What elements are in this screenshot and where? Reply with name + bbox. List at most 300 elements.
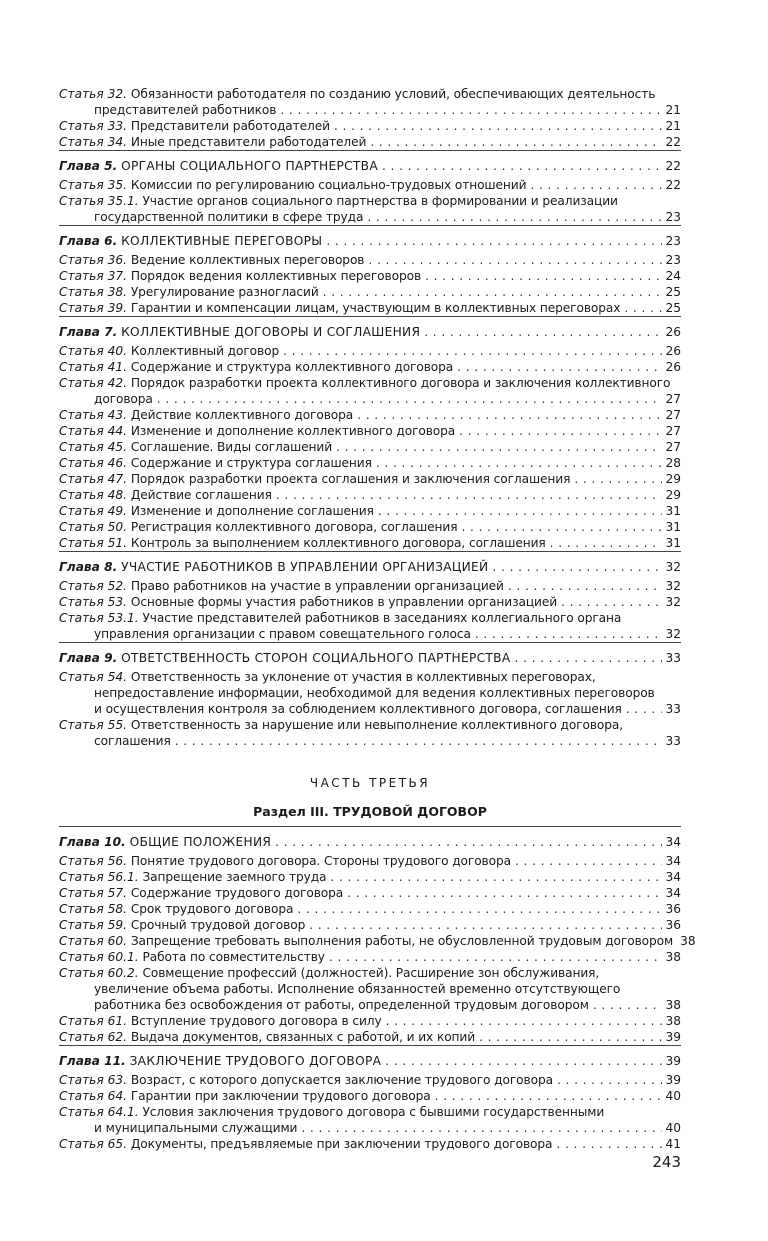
toc-entry-line [59, 177, 681, 193]
dot-leader [624, 300, 662, 316]
dot-leader [508, 578, 663, 594]
dot-leader [326, 233, 662, 249]
toc-page-ref: 31 [665, 520, 681, 534]
dot-leader [574, 471, 662, 487]
article-title: соглашения [94, 734, 171, 748]
article-number: Статья 57. [59, 886, 127, 900]
part-title: ЧАСТЬ ТРЕТЬЯ [309, 776, 431, 790]
toc-article-entry [59, 885, 681, 901]
article-title: Выдача документов, связанных с работой, и их копий [130, 1030, 476, 1044]
chapter-separator-line [59, 316, 681, 317]
article-title: Работа по совместительству [142, 950, 325, 964]
toc-entry-line [59, 1136, 681, 1152]
article-number: Статья 55. [59, 718, 127, 732]
dot-leader [561, 594, 662, 610]
article-title: Регистрация коллективного договора, соглашения [130, 520, 458, 534]
dot-leader [367, 209, 662, 225]
article-number: Статья 61. [59, 1014, 127, 1028]
article-title: Гарантии при заключении трудового договора [130, 1089, 431, 1103]
chapter-title: УЧАСТИЕ РАБОТНИКОВ В УПРАВЛЕНИИ ОРГАНИЗАЦИЕЙ [121, 560, 489, 574]
chapter-separator-line [59, 150, 681, 151]
dot-leader [385, 1053, 662, 1069]
article-number: Статья 64. [59, 1089, 127, 1103]
article-title: Совмещение профессий (должностей). Расширение зон обслуживания, [142, 966, 600, 980]
toc-article-entry [59, 1072, 681, 1088]
toc-entry-line [59, 1120, 681, 1136]
article-title: Изменение и дополнение коллективного договора [130, 424, 456, 438]
toc-entry-line [59, 949, 681, 965]
article-title: Урегулирование разногласий [130, 285, 319, 299]
toc-entry-line [59, 1053, 681, 1069]
toc-chapter-entry [59, 559, 681, 575]
dot-leader [514, 650, 662, 666]
toc-page-ref: 40 [665, 1121, 681, 1135]
toc-chapter-entry [59, 1053, 681, 1069]
toc-page-ref: 27 [665, 408, 681, 422]
toc-article-entry [59, 300, 681, 316]
article-number: Статья 53.1. [59, 611, 139, 625]
toc-article-entry [59, 284, 681, 300]
toc-page-ref: 24 [665, 269, 681, 283]
toc-page-ref: 26 [665, 325, 681, 339]
article-number: Статья 64.1. [59, 1105, 139, 1119]
chapter-title: ЗАКЛЮЧЕНИЕ ТРУДОВОГО ДОГОВОРА [129, 1054, 382, 1068]
toc-entry-line [59, 1029, 681, 1045]
article-number: Статья 56. [59, 854, 127, 868]
toc-entry-line [59, 343, 681, 359]
toc-entry-line [59, 158, 681, 174]
article-title: государственной политики в сфере труда [94, 210, 364, 224]
article-title: Возраст, с которого допускается заключение трудового договора [130, 1073, 553, 1087]
dot-leader [457, 359, 662, 375]
toc-entry-line [59, 439, 681, 455]
toc-article-entry [59, 949, 681, 965]
article-title: непредоставление информации, необходимой для ведения коллективных переговоров [94, 686, 655, 700]
toc-article-entry [59, 594, 681, 610]
toc-entry-line [59, 423, 681, 439]
article-title: Ответственность за нарушение или невыполнение коллективного договора, [130, 718, 624, 732]
toc-entry-line [59, 134, 681, 150]
article-title: Участие органов социального партнерства в формировании и реализации [142, 194, 618, 208]
toc-entry-line [59, 118, 681, 134]
article-number: Статья 35.1. [59, 194, 139, 208]
toc-page-ref: 23 [665, 234, 681, 248]
dot-leader [334, 118, 663, 134]
article-title: Действие коллективного договора [130, 408, 354, 422]
toc-article-entry [59, 901, 681, 917]
toc-page-ref: 34 [665, 854, 681, 868]
dot-leader [301, 1120, 662, 1136]
toc-entry-line [59, 669, 681, 685]
toc-entry-line [59, 193, 681, 209]
toc-article-entry [59, 535, 681, 551]
toc-article-entry [59, 610, 681, 642]
toc-entry-line [59, 102, 681, 118]
toc-page-ref: 36 [665, 918, 681, 932]
article-title: Ответственность за уклонение от участия в коллективных переговорах, [130, 670, 596, 684]
chapter-number: Глава 7. [59, 325, 118, 339]
dot-leader [475, 626, 663, 642]
article-number: Статья 44. [59, 424, 127, 438]
article-title: Изменение и дополнение соглашения [130, 504, 374, 518]
chapter-separator-line [59, 642, 681, 643]
toc-article-entry [59, 1088, 681, 1104]
article-title: Действие соглашения [130, 488, 272, 502]
toc-entry-line [59, 933, 696, 949]
toc-page-ref: 28 [665, 456, 681, 470]
toc-entry-line [59, 578, 681, 594]
article-number: Статья 65. [59, 1137, 127, 1151]
article-number: Статья 47. [59, 472, 127, 486]
toc-article-entry [59, 519, 681, 535]
toc-page-ref: 38 [665, 1014, 681, 1028]
toc-page-ref: 26 [665, 344, 681, 358]
toc-entry-line [59, 701, 681, 717]
toc-entry-line [59, 610, 681, 626]
toc-article-entry [59, 359, 681, 375]
toc-article-entry [59, 1136, 681, 1152]
article-title: увеличение объема работы. Исполнение обязанностей временно отсутствующего [94, 982, 621, 996]
toc-page-ref: 27 [665, 392, 681, 406]
toc-page-ref: 32 [665, 627, 681, 641]
dot-leader [336, 439, 662, 455]
dot-leader [368, 252, 662, 268]
toc-article-entry [59, 193, 681, 225]
toc-page-ref: 38 [665, 998, 681, 1012]
dot-leader [479, 1029, 662, 1045]
chapter-separator-line [59, 826, 681, 827]
article-number: Статья 34. [59, 135, 127, 149]
article-number: Статья 42. [59, 376, 127, 390]
article-number: Статья 60. [59, 934, 127, 948]
toc-page-ref: 36 [665, 902, 681, 916]
chapter-number: Глава 10. [59, 835, 126, 849]
toc-page-ref: 40 [665, 1089, 681, 1103]
toc-page-ref: 39 [665, 1054, 681, 1068]
chapter-number: Глава 11. [59, 1054, 126, 1068]
toc-article-entry [59, 917, 681, 933]
toc-page-ref: 26 [665, 360, 681, 374]
toc-entry-line [59, 901, 681, 917]
article-title: Иные представители работодателей [130, 135, 367, 149]
dot-leader [357, 407, 662, 423]
toc-entry-line [59, 717, 681, 733]
toc-article-entry [59, 669, 681, 717]
article-number: Статья 62. [59, 1030, 127, 1044]
toc-entry-line [59, 86, 681, 102]
toc-entry-line [59, 997, 681, 1013]
chapter-separator-line [59, 225, 681, 226]
toc-article-entry [59, 86, 681, 118]
article-number: Статья 59. [59, 918, 127, 932]
dot-leader [323, 284, 663, 300]
dot-leader [370, 134, 662, 150]
article-title: Соглашение. Виды соглашений [130, 440, 333, 454]
article-number: Статья 49. [59, 504, 127, 518]
article-title: Контроль за выполнением коллективного договора, соглашения [130, 536, 546, 550]
article-title: и осуществления контроля за соблюдением коллективного договора, соглашения [94, 702, 622, 716]
toc-page-ref: 21 [665, 119, 681, 133]
article-number: Статья 46. [59, 456, 127, 470]
dot-leader [309, 917, 662, 933]
article-title: Условия заключения трудового договора с бывшими государственными [142, 1105, 605, 1119]
toc-entry-line [59, 503, 681, 519]
dot-leader [459, 423, 662, 439]
dot-leader [461, 519, 662, 535]
toc-entry-line [59, 252, 681, 268]
article-title: Порядок ведения коллективных переговоров [130, 269, 422, 283]
article-title: представителей работников [94, 103, 277, 117]
toc-article-entry [59, 118, 681, 134]
toc-entry-line [59, 487, 681, 503]
article-number: Статья 50. [59, 520, 127, 534]
toc-article-entry [59, 1013, 681, 1029]
article-number: Статья 40. [59, 344, 127, 358]
toc-entry-line [59, 733, 681, 749]
toc-page-ref: 27 [665, 424, 681, 438]
dot-leader [330, 869, 662, 885]
toc-page-ref: 22 [665, 159, 681, 173]
toc-page-ref: 34 [665, 886, 681, 900]
toc-page-ref: 39 [665, 1030, 681, 1044]
toc-article-entry [59, 1029, 681, 1045]
article-number: Статья 35. [59, 178, 127, 192]
article-number: Статья 45. [59, 440, 127, 454]
toc-page-ref: 23 [665, 253, 681, 267]
chapter-title: ОРГАНЫ СОЦИАЛЬНОГО ПАРТНЕРСТВА [121, 159, 378, 173]
toc-entry-line [59, 885, 681, 901]
article-number: Статья 52. [59, 579, 127, 593]
toc-page-ref: 32 [665, 560, 681, 574]
article-number: Статья 51. [59, 536, 127, 550]
toc-chapter-entry [59, 834, 681, 850]
chapter-title: КОЛЛЕКТИВНЫЕ ДОГОВОРЫ И СОГЛАШЕНИЯ [121, 325, 421, 339]
toc-page-ref: 32 [665, 579, 681, 593]
toc-entry-line [59, 559, 681, 575]
dot-leader [329, 949, 663, 965]
toc-entry-line [59, 471, 681, 487]
toc-chapter-entry [59, 158, 681, 174]
dot-leader [435, 1088, 663, 1104]
toc-page-ref: 22 [665, 135, 681, 149]
article-number: Статья 58. [59, 902, 127, 916]
article-number: Статья 33. [59, 119, 127, 133]
toc-article-entry [59, 439, 681, 455]
toc-page-ref: 38 [665, 950, 681, 964]
toc-article-entry [59, 343, 681, 359]
article-number: Статья 37. [59, 269, 127, 283]
toc-entry-line [59, 917, 681, 933]
dot-leader [550, 535, 663, 551]
article-number: Статья 63. [59, 1073, 127, 1087]
toc-entry-line [59, 626, 681, 642]
article-number: Статья 43. [59, 408, 127, 422]
dot-leader [347, 885, 662, 901]
toc-entry-line [59, 324, 681, 340]
toc-entry-line [59, 284, 681, 300]
dot-leader [376, 455, 663, 471]
article-number: Статья 48. [59, 488, 127, 502]
toc-page-ref: 31 [665, 504, 681, 518]
chapter-number: Глава 8. [59, 560, 118, 574]
article-title: Документы, предъявляемые при заключении трудового договора [130, 1137, 553, 1151]
article-title: управления организации с правом совещательного голоса [94, 627, 471, 641]
toc-page-ref: 32 [665, 595, 681, 609]
toc-page-ref: 21 [665, 103, 681, 117]
toc-part-two-list [59, 86, 681, 749]
chapter-separator-line [59, 1045, 681, 1046]
article-title: Срочный трудовой договор [130, 918, 306, 932]
dot-leader [530, 177, 662, 193]
article-title: Гарантии и компенсации лицам, участвующим в коллективных переговорах [130, 301, 621, 315]
dot-leader [556, 1136, 662, 1152]
toc-entry-line [59, 650, 681, 666]
toc-article-entry [59, 1104, 681, 1136]
page-number: 243 [652, 1153, 681, 1171]
dot-leader [297, 901, 662, 917]
toc-article-entry [59, 471, 681, 487]
dot-leader [280, 102, 662, 118]
chapter-number: Глава 9. [59, 651, 118, 665]
toc-page-ref: 27 [665, 440, 681, 454]
dot-leader [386, 1013, 663, 1029]
toc-entry-line [59, 1104, 681, 1120]
dot-leader [175, 733, 663, 749]
toc-page-ref: 25 [665, 285, 681, 299]
toc-entry-line [59, 455, 681, 471]
toc-entry-line [59, 535, 681, 551]
article-title: Содержание и структура коллективного договора [130, 360, 454, 374]
toc-part-three-list [59, 826, 696, 1152]
article-number: Статья 56.1. [59, 870, 139, 884]
dot-leader [276, 487, 663, 503]
toc-entry-line [59, 594, 681, 610]
chapter-number: Глава 6. [59, 234, 118, 248]
toc-entry-line [59, 407, 681, 423]
dot-leader [557, 1072, 663, 1088]
toc-page-ref: 34 [665, 870, 681, 884]
toc-entry-line [59, 853, 681, 869]
article-title: Обязанности работодателя по созданию условий, обеспечивающих деятельность [130, 87, 656, 101]
article-title: Представители работодателей [130, 119, 330, 133]
article-title: Участие представителей работников в заседаниях коллегиального органа [142, 611, 622, 625]
toc-chapter-entry [59, 233, 681, 249]
article-title: и муниципальными служащими [94, 1121, 298, 1135]
article-title: Порядок разработки проекта соглашения и заключения соглашения [130, 472, 571, 486]
section-title: Раздел III. ТРУДОВОЙ ДОГОВОР [253, 804, 487, 819]
toc-page-ref: 29 [665, 488, 681, 502]
toc-article-entry [59, 252, 681, 268]
toc-page-ref: 31 [665, 536, 681, 550]
toc-chapter-entry [59, 650, 681, 666]
article-number: Статья 32. [59, 87, 127, 101]
toc-entry-line [59, 268, 681, 284]
toc-entry-line [59, 965, 681, 981]
toc-article-entry [59, 503, 681, 519]
toc-article-entry [59, 375, 681, 407]
article-title: работника без освобождения от работы, определенной трудовым договором [94, 998, 589, 1012]
dot-leader [382, 158, 663, 174]
article-number: Статья 36. [59, 253, 127, 267]
table-of-contents [59, 86, 696, 1152]
toc-article-entry [59, 487, 681, 503]
article-number: Статья 54. [59, 670, 127, 684]
chapter-separator-line [59, 551, 681, 552]
article-title: Ведение коллективных переговоров [130, 253, 365, 267]
article-title: Запрещение требовать выполнения работы, не обусловленной трудовым договором [130, 934, 674, 948]
toc-article-entry [59, 933, 696, 949]
article-number: Статья 60.1. [59, 950, 139, 964]
toc-article-entry [59, 134, 681, 150]
toc-entry-line [59, 1088, 681, 1104]
dot-leader [424, 324, 662, 340]
toc-entry-line [59, 834, 681, 850]
toc-page-ref: 33 [665, 651, 681, 665]
article-title: Понятие трудового договора. Стороны трудового договора [130, 854, 511, 868]
toc-page-ref: 23 [665, 210, 681, 224]
toc-page-ref: 25 [665, 301, 681, 315]
toc-page-ref: 29 [665, 472, 681, 486]
article-title: Право работников на участие в управлении организацией [130, 579, 504, 593]
article-title: договора [94, 392, 153, 406]
toc-entry-line [59, 869, 681, 885]
toc-page-ref: 41 [665, 1137, 681, 1151]
toc-article-entry [59, 853, 681, 869]
toc-article-entry [59, 717, 681, 749]
article-number: Статья 41. [59, 360, 127, 374]
toc-entry-line [59, 359, 681, 375]
toc-entry-line [59, 391, 681, 407]
toc-entry-line [59, 375, 681, 391]
article-number: Статья 53. [59, 595, 127, 609]
toc-page-ref: 33 [665, 734, 681, 748]
toc-article-entry [59, 423, 681, 439]
dot-leader [425, 268, 662, 284]
dot-leader [626, 701, 663, 717]
dot-leader [275, 834, 662, 850]
article-number: Статья 38. [59, 285, 127, 299]
article-title: Содержание и структура соглашения [130, 456, 372, 470]
dot-leader [593, 997, 663, 1013]
article-number: Статья 60.2. [59, 966, 139, 980]
article-title: Комиссии по регулированию социально-трудовых отношений [130, 178, 527, 192]
article-number: Статья 39. [59, 301, 127, 315]
toc-article-entry [59, 177, 681, 193]
dot-leader [515, 853, 662, 869]
article-title: Коллективный договор [130, 344, 280, 358]
toc-entry-line [59, 981, 681, 997]
dot-leader [378, 503, 663, 519]
toc-entry-line [59, 233, 681, 249]
toc-article-entry [59, 455, 681, 471]
toc-page-ref: 34 [665, 835, 681, 849]
toc-article-entry [59, 268, 681, 284]
article-title: Содержание трудового договора [130, 886, 344, 900]
dot-leader [157, 391, 663, 407]
toc-page-ref: 22 [665, 178, 681, 192]
toc-entry-line [59, 1013, 681, 1029]
toc-page-ref: 33 [665, 702, 681, 716]
toc-entry-line [59, 685, 681, 701]
dot-leader [283, 343, 662, 359]
toc-entry-line [59, 519, 681, 535]
article-title: Порядок разработки проекта коллективного договора и заключения коллективного [130, 376, 671, 390]
article-title: Основные формы участия работников в управлении организацией [130, 595, 558, 609]
toc-article-entry [59, 578, 681, 594]
toc-entry-line [59, 300, 681, 316]
toc-chapter-entry [59, 324, 681, 340]
chapter-number: Глава 5. [59, 159, 118, 173]
